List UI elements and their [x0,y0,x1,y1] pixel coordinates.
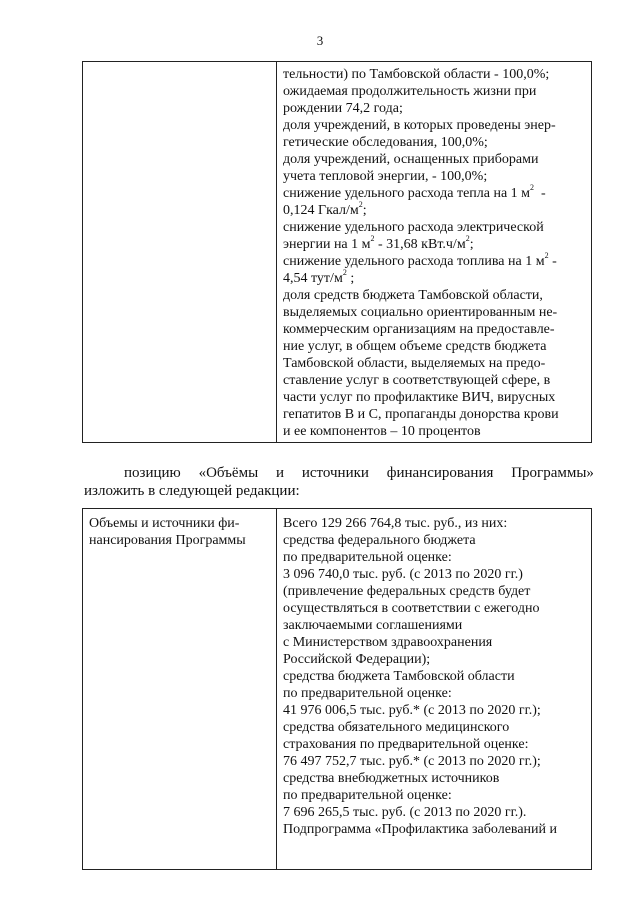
financing-text-cell [283,515,589,838]
financing-line: средства обязательного медицинского [283,720,510,735]
indicator-line: ние услуг, в общем объеме средств бюджета [283,339,547,354]
financing-line: (привлечение федеральных средств будет [283,584,531,599]
column-divider [276,509,277,869]
financing-label-line: нансирования Программы [89,533,246,548]
indicator-line: Тамбовской области, выделяемых на предо- [283,356,546,371]
indicator-line: доля учреждений, оснащенных приборами [283,152,539,167]
financing-line: Российской Федерации); [283,652,431,667]
financing-line: 7 696 265,5 тыс. руб. (с 2013 по 2020 гг.). [283,805,527,820]
instruction-word: и [275,465,285,481]
instruction-line-2: изложить в следующей редакции: [84,483,300,499]
financing-line: средства внебюджетных источников [283,771,500,786]
indicator-line: доля средств бюджета Тамбовской области, [283,288,543,303]
indicator-line: снижение удельного расхода топлива на 1 $м^2$ - [283,251,557,269]
indicator-line: гепатитов В и С, пропаганды донорства крови [283,407,559,422]
indicator-line: части услуг по профилактике ВИЧ, вирусных [283,390,556,405]
financing-label-cell [89,515,271,549]
indicator-line: рождении 74,2 года; [283,101,403,116]
indicator-line: ставление услуг в соответствующей сфере, в [283,373,551,388]
indicator-line: 4,54 тут/$м^2$ ; [283,268,355,286]
indicator-line: ожидаемая продолжительность жизни при [283,84,537,99]
indicator-line: коммерческим организациям на предоставле- [283,322,555,337]
indicator-line: тельности) по Тамбовской области - 100,0%; [283,67,550,82]
indicator-line: выделяемых социально ориентированным не- [283,305,558,320]
financing-label-line: Объемы и источники фи- [89,516,240,531]
page-number: 3 [316,33,324,48]
instruction-paragraph [84,464,594,500]
financing-line: страхования по предварительной оценке: [283,737,529,752]
instruction-word: Программы» [511,465,594,481]
indicator-line: снижение удельного расхода тепла на 1 $м^2$ - [283,183,546,201]
financing-table [82,508,592,870]
instruction-word: «Объёмы [198,465,259,481]
instruction-word: финансирования [386,465,494,481]
financing-line: осуществляться в соответствии с ежегодно [283,601,540,616]
indicator-line: энергии на 1 $м^2 - 31,68$ $кВт.ч/м^2$; [283,234,474,252]
indicator-line: учета тепловой энергии, - 100,0%; [283,169,488,184]
financing-line: 3 096 740,0 тыс. руб. (с 2013 по 2020 гг.) [283,567,523,582]
financing-line: по предварительной оценке: [283,550,452,565]
indicators-table [82,61,592,443]
financing-line: по предварительной оценке: [283,686,452,701]
financing-line: средства бюджета Тамбовской области [283,669,515,684]
financing-line: с Министерством здравоохранения [283,635,493,650]
indicator-line: снижение удельного расхода электрической [283,220,544,235]
instruction-word: позицию [124,465,181,481]
financing-line: средства федерального бюджета [283,533,476,548]
financing-line: 76 497 752,7 тыс. руб.* (с 2013 по 2020 гг.); [283,754,541,769]
indicator-line: гетические обследования, 100,0%; [283,135,488,150]
financing-line: Подпрограмма «Профилактика заболеваний и [283,822,558,837]
financing-line: 41 976 006,5 тыс. руб.* (с 2013 по 2020 гг.); [283,703,541,718]
instruction-word: источники [301,465,369,481]
indicators-text-cell [283,66,589,440]
indicator-line: и ее компонентов – 10 процентов [283,424,481,439]
column-divider [276,62,277,442]
financing-line: заключаемыми соглашениями [283,618,463,633]
financing-line: Всего 129 266 764,8 тыс. руб., из них: [283,516,508,531]
indicator-line: доля учреждений, в которых проведены энер- [283,118,556,133]
financing-line: по предварительной оценке: [283,788,452,803]
instruction-line-1 [84,464,594,482]
indicator-line: 0,124 Гкал/$м^2$; [283,200,367,218]
